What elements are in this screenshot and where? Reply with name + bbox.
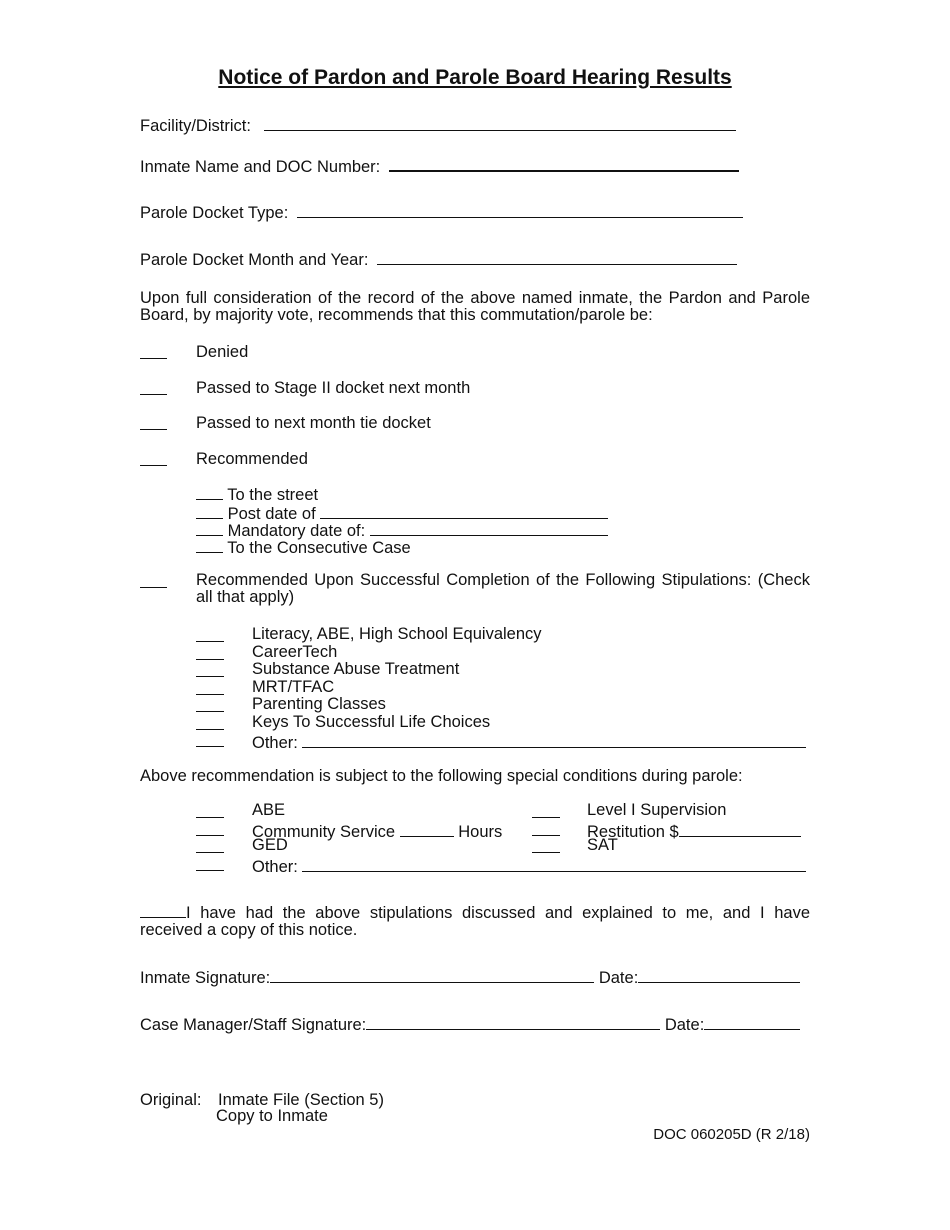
inmate-name-field[interactable] xyxy=(140,154,739,177)
sub-street[interactable] xyxy=(196,484,608,502)
staff-signature-label: Case Manager/Staff Signature: xyxy=(140,1016,367,1034)
community-label: Community Service xyxy=(252,822,396,841)
docket-month-field[interactable] xyxy=(140,248,737,270)
original-value: Inmate File (Section 5) xyxy=(218,1091,384,1109)
condition-row xyxy=(196,802,816,820)
option-tie[interactable] xyxy=(140,414,431,435)
staff-date-label: Date: xyxy=(664,1016,705,1034)
consecutive-label: To the Consecutive Case xyxy=(227,538,411,557)
stipulation-checkbox[interactable] xyxy=(196,714,224,730)
post-date-line[interactable] xyxy=(320,502,608,519)
ged-checkbox[interactable] xyxy=(196,837,224,853)
street-label: To the street xyxy=(227,486,319,504)
stipulations-intro: Recommended Upon Successful Completion of the Following Stipulations: (Check all that apply) xyxy=(196,571,810,606)
sub-mandatory[interactable] xyxy=(196,519,608,540)
facility-label: Facility/District: xyxy=(140,117,251,135)
conditions-other-line[interactable] xyxy=(302,855,806,872)
denied-label: Denied xyxy=(196,343,249,361)
inmate-signature-row xyxy=(140,966,800,988)
docket-type-field[interactable] xyxy=(140,201,743,223)
stipulation-label: Substance Abuse Treatment xyxy=(252,660,460,678)
copy-distribution: Copy to Inmate xyxy=(216,1107,328,1125)
intro-paragraph: Upon full consideration of the record of the above named inmate, the Pardon and Parole Board, by majority vote, recommends that this commutation/parole be: xyxy=(140,289,810,324)
option-recommended[interactable] xyxy=(140,450,308,471)
docket-month-label: Parole Docket Month and Year: xyxy=(140,251,369,269)
restitution-line[interactable] xyxy=(679,820,801,837)
stipulation-label: Parenting Classes xyxy=(252,695,386,713)
inmate-date-label: Date: xyxy=(598,969,639,987)
mandatory-line[interactable] xyxy=(370,519,608,536)
original-label: Original: xyxy=(140,1091,202,1109)
stipulation-label: Other: xyxy=(252,734,298,752)
facility-line[interactable] xyxy=(264,114,736,131)
condition-row xyxy=(196,855,816,876)
abe-checkbox[interactable] xyxy=(196,802,224,818)
restitution-checkbox[interactable] xyxy=(532,820,560,836)
page-title: Notice of Pardon and Parole Board Hearing Results xyxy=(218,66,732,89)
stipulation-label: Keys To Successful Life Choices xyxy=(252,712,491,731)
level1-label: Level I Supervision xyxy=(587,801,727,819)
consecutive-checkbox[interactable] xyxy=(196,537,223,553)
hours-line[interactable] xyxy=(400,820,454,837)
staff-signature-line[interactable] xyxy=(366,1013,660,1030)
sat-checkbox[interactable] xyxy=(532,837,560,853)
stipulation-item[interactable] xyxy=(196,731,298,752)
post-date-label: Post date of xyxy=(227,504,316,523)
conditions-other-checkbox[interactable] xyxy=(196,855,224,871)
inmate-signature-label: Inmate Signature: xyxy=(140,969,271,987)
original-distribution xyxy=(140,1091,384,1110)
staff-date-line[interactable] xyxy=(704,1013,800,1030)
restitution-label: Restitution $ xyxy=(587,822,679,841)
stipulation-checkbox[interactable] xyxy=(196,696,224,712)
tie-label: Passed to next month tie docket xyxy=(196,414,431,432)
stipulations-list xyxy=(196,625,542,752)
stipulation-item[interactable] xyxy=(196,677,335,697)
level1-checkbox[interactable] xyxy=(532,802,560,818)
stipulation-checkbox[interactable] xyxy=(196,661,224,677)
acknowledgement-initial-line[interactable] xyxy=(140,903,186,918)
recommended-label: Recommended xyxy=(196,450,308,468)
ged-label: GED xyxy=(252,836,288,854)
stipulation-item[interactable] xyxy=(196,712,491,732)
stipulations-checkbox[interactable] xyxy=(140,572,167,588)
conditions-grid xyxy=(196,802,816,874)
option-denied[interactable] xyxy=(140,343,249,364)
stipulation-checkbox[interactable] xyxy=(196,626,224,642)
street-checkbox[interactable] xyxy=(196,484,223,500)
sat-label: SAT xyxy=(587,836,618,854)
acknowledgement[interactable] xyxy=(140,903,810,939)
form-number: DOC 060205D (R 2/18) xyxy=(653,1126,810,1143)
hours-label: Hours xyxy=(458,822,503,841)
stipulation-item[interactable] xyxy=(196,625,542,644)
sub-consecutive[interactable] xyxy=(196,537,608,555)
stipulation-label: Literacy, ABE, High School Equivalency xyxy=(252,625,542,643)
facility-field[interactable] xyxy=(140,114,736,136)
condition-row xyxy=(196,820,816,841)
mandatory-label: Mandatory date of: xyxy=(227,522,366,540)
stipulation-checkbox[interactable] xyxy=(196,644,224,660)
inmate-signature-line[interactable] xyxy=(270,966,594,983)
stipulation-item[interactable] xyxy=(196,660,460,679)
condition-row xyxy=(196,837,816,855)
stage2-label: Passed to Stage II docket next month xyxy=(196,379,471,397)
recommended-suboptions xyxy=(196,484,608,557)
docket-type-line[interactable] xyxy=(297,201,743,218)
inmate-name-label: Inmate Name and DOC Number: xyxy=(140,158,381,176)
post-date-checkbox[interactable] xyxy=(196,503,223,519)
docket-month-line[interactable] xyxy=(377,248,737,265)
inmate-date-line[interactable] xyxy=(638,966,800,983)
option-stage2[interactable] xyxy=(140,379,471,400)
stipulation-other-line[interactable] xyxy=(302,731,806,748)
stipulation-label: MRT/TFAC xyxy=(252,677,335,696)
stipulation-item[interactable] xyxy=(196,695,386,714)
stipulation-item[interactable] xyxy=(196,642,338,662)
conditions-other-label: Other: xyxy=(252,857,298,876)
conditions-intro: Above recommendation is subject to the following special conditions during parole: xyxy=(140,767,743,785)
community-checkbox[interactable] xyxy=(196,820,224,836)
stipulation-checkbox[interactable] xyxy=(196,679,224,695)
abe-label: ABE xyxy=(252,801,286,819)
acknowledgement-text: I have had the above stipulations discussed and explained to me, and I have received a copy of this notice. xyxy=(140,904,810,939)
denied-checkbox[interactable] xyxy=(140,343,167,359)
recommended-checkbox[interactable] xyxy=(140,450,167,466)
tie-checkbox[interactable] xyxy=(140,414,167,430)
inmate-name-line[interactable] xyxy=(389,154,739,172)
stipulation-checkbox[interactable] xyxy=(196,731,224,747)
stage2-checkbox[interactable] xyxy=(140,379,167,395)
mandatory-checkbox[interactable] xyxy=(196,520,223,536)
docket-type-label: Parole Docket Type: xyxy=(140,204,289,222)
sub-post-date[interactable] xyxy=(196,502,608,523)
option-stipulations[interactable] xyxy=(140,572,167,593)
stipulation-label: CareerTech xyxy=(252,642,338,661)
staff-signature-row xyxy=(140,1013,800,1035)
